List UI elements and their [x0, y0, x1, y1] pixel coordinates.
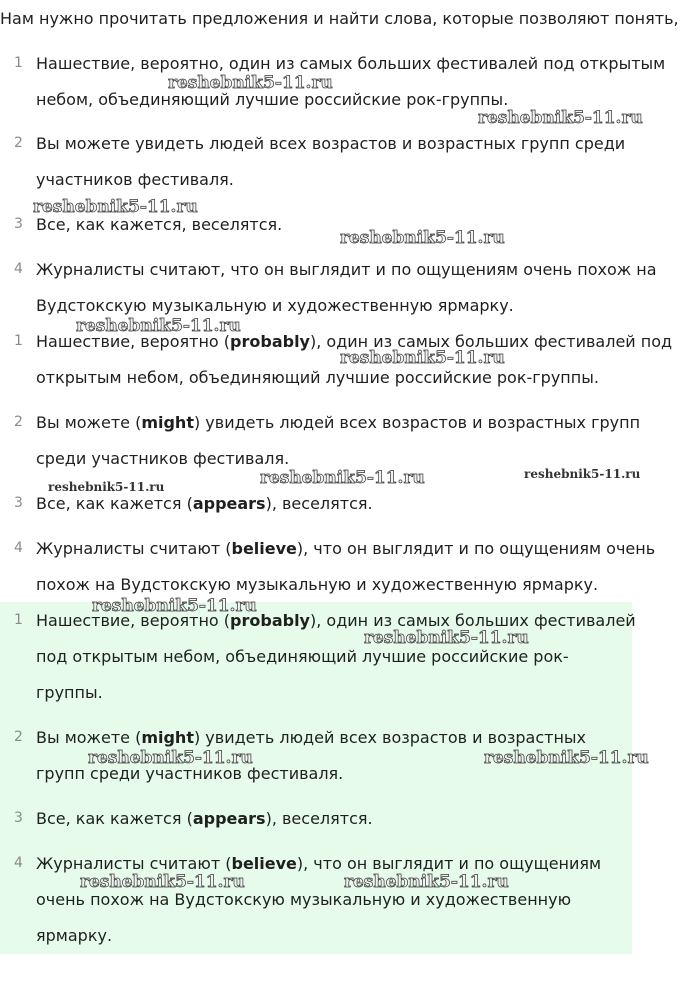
item-line: группы.	[36, 683, 103, 702]
item-line: очень похож на Вудстокскую музыкальную и художественную	[36, 890, 572, 909]
watermark-text: reshebnik5-11.ru	[168, 73, 333, 93]
keyword: appears	[192, 809, 266, 828]
watermark-text: reshebnik5-11.ru	[484, 748, 649, 768]
item-line: Вы можете увидеть людей всех возрастов и возрастных групп среди	[36, 134, 626, 153]
item-line: Журналисты считают (believe), что он выглядит и по ощущениям	[36, 854, 602, 873]
item-line: Нашествие, вероятно, один из самых больших фестивалей под открытым	[36, 54, 666, 73]
item-line: небом, объединяющий лучшие российские рок-группы.	[36, 90, 509, 109]
item-number: 2	[14, 414, 23, 430]
item-number: 4	[14, 855, 23, 871]
item-line: открытым небом, объединяющий лучшие российские рок-группы.	[36, 368, 599, 387]
watermark-text: reshebnik5-11.ru	[340, 348, 505, 368]
watermark-text: reshebnik5-11.ru	[88, 748, 253, 768]
watermark-text: reshebnik5-11.ru	[344, 872, 509, 892]
item-number: 1	[14, 612, 23, 628]
item-line: Вы можете (might) увидеть людей всех возрастов и возрастных групп	[36, 413, 641, 432]
item-number: 3	[14, 810, 23, 826]
item-line: Нашествие, вероятно (probably), один из самых больших фестивалей	[36, 611, 636, 630]
item-line: ярмарку.	[36, 926, 113, 945]
keyword: believe	[231, 539, 297, 558]
item-line: Вы можете (might) увидеть людей всех возрастов и возрастных	[36, 728, 587, 747]
watermark-text: reshebnik5-11.ru	[524, 467, 641, 481]
item-number: 4	[14, 540, 23, 556]
item-number: 3	[14, 216, 23, 232]
watermark-text: reshebnik5-11.ru	[76, 316, 241, 336]
item-line: под открытым небом, объединяющий лучшие российские рок-	[36, 647, 569, 666]
item-line: Вудстокскую музыкальную и художественную ярмарку.	[36, 296, 514, 315]
item-number: 2	[14, 135, 23, 151]
item-line: похож на Вудстокскую музыкальную и художественную ярмарку.	[36, 575, 599, 594]
keyword: appears	[192, 494, 266, 513]
item-line: среди участников фестиваля.	[36, 449, 290, 468]
keyword: probably	[230, 611, 310, 630]
item-line: групп среди участников фестиваля.	[36, 764, 344, 783]
item-line: Все, как кажется, веселятся.	[36, 215, 283, 234]
item-number: 4	[14, 261, 23, 277]
item-line: участников фестиваля.	[36, 170, 234, 189]
watermark-text: reshebnik5-11.ru	[260, 468, 425, 488]
watermark-text: reshebnik5-11.ru	[80, 872, 245, 892]
item-line: Все, как кажется (appears), веселятся.	[36, 809, 373, 828]
watermark-text: reshebnik5-11.ru	[364, 628, 529, 648]
watermark-text: reshebnik5-11.ru	[92, 596, 257, 616]
watermark-text: reshebnik5-11.ru	[48, 480, 165, 494]
item-number: 2	[14, 729, 23, 745]
watermark-text: reshebnik5-11.ru	[33, 197, 198, 217]
intro-text: Нам нужно прочитать предложения и найти слова, которые позволяют понять,	[0, 9, 679, 28]
item-number: 1	[14, 333, 23, 349]
keyword: might	[141, 728, 194, 747]
item-line: Журналисты считают (believe), что он выглядит и по ощущениям очень	[36, 539, 656, 558]
item-line: Нашествие, вероятно (probably), один из самых больших фестивалей под	[36, 332, 673, 351]
item-line: Журналисты считают, что он выглядит и по ощущениям очень похож на	[36, 260, 657, 279]
item-line: Все, как кажется (appears), веселятся.	[36, 494, 373, 513]
watermark-text: reshebnik5-11.ru	[478, 108, 643, 128]
keyword: believe	[231, 854, 297, 873]
item-number: 3	[14, 495, 23, 511]
keyword: probably	[230, 332, 310, 351]
keyword: might	[141, 413, 194, 432]
item-number: 1	[14, 55, 23, 71]
watermark-text: reshebnik5-11.ru	[340, 228, 505, 248]
